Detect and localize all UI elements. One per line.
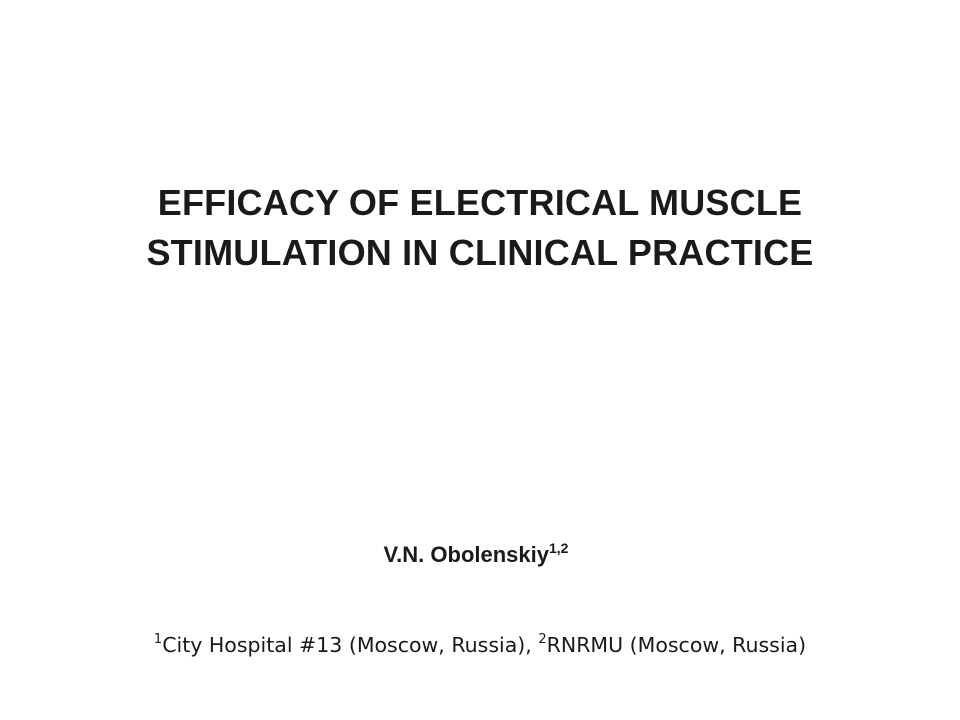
affiliation-separator: , (525, 633, 539, 657)
affiliation-2-text: RNRMU (Moscow, Russia) (546, 633, 807, 657)
affiliations-line (0, 630, 960, 660)
affiliation-1-text: City Hospital #13 (Moscow, Russia) (162, 633, 526, 657)
author-affiliation-marks: 1,2 (549, 540, 569, 556)
slide-title (40, 178, 920, 278)
author-line (0, 540, 952, 570)
affiliation-1-number: 1 (153, 632, 163, 647)
author-name: V.N. Obolenskiy (383, 542, 549, 567)
affiliation-2-number: 2 (538, 632, 547, 647)
slide-title-line-2: STIMULATION IN CLINICAL PRACTICE (146, 232, 814, 273)
slide-title-line-1: EFFICACY OF ELECTRICAL MUSCLE (157, 182, 803, 223)
